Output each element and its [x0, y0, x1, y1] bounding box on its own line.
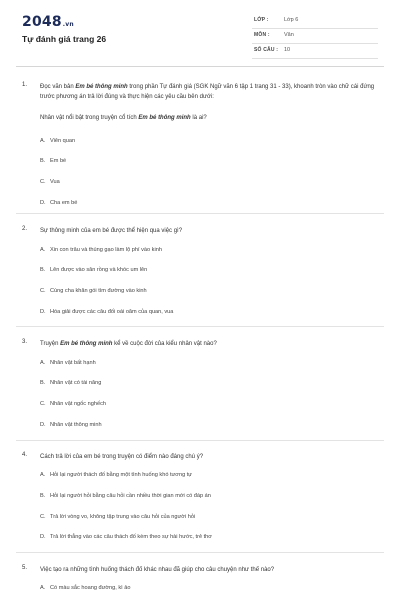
option-a[interactable]: A. Hỏi lại người thách đố bằng một tình huống khó tương tự	[40, 472, 193, 478]
question-text: Cách trả lời của em bé trong truyện có điểm nào đáng chú ý?	[40, 454, 204, 460]
option-b[interactable]: B. Hỏi lại người hỏi bằng câu hỏi cần nhiều thời gian mới có đáp án	[40, 493, 211, 499]
question-divider	[16, 440, 384, 441]
option-d[interactable]: D. Nhân vật thông minh	[40, 422, 102, 428]
question-number: 1.	[22, 82, 28, 88]
option-d[interactable]: D. Hóa giải được các câu đối oái oăm của quan, vua	[40, 309, 174, 315]
option-c[interactable]: C. Nhân vật ngốc nghếch	[40, 401, 106, 407]
question-divider	[16, 213, 384, 214]
option-a[interactable]: A. Có màu sắc hoang đường, kì ảo	[40, 585, 131, 591]
option-a[interactable]: A. Xin con trâu và thúng gạo làm lộ phí vào kinh	[40, 247, 162, 253]
option-c[interactable]: C. Vua	[40, 179, 60, 185]
question-text: Truyện Em bé thông minh kể về cuộc đời của kiểu nhân vật nào?	[40, 341, 217, 347]
option-d[interactable]: D. Cha em bé	[40, 200, 78, 206]
meta-row-subject: MÔN : Văn	[252, 29, 378, 44]
option-a[interactable]: A. Nhân vật bất hạnh	[40, 360, 96, 366]
question-prompt: Nhân vật nổi bật trong truyện cổ tích Em bé thông minh là ai?	[40, 115, 207, 121]
option-d[interactable]: D. Trả lời thẳng vào các câu thách đố kèm theo sự hài hước, trẻ thơ	[40, 534, 212, 540]
question-text: Đọc văn bản Em bé thông minh trong phần Tự đánh giá (SGK Ngữ văn 6 tập 1 trang 31 - 33), khoanh tròn vào chữ cái đứng trước phương án trả lời đúng và thực hiện các yêu cầu bên dưới:	[40, 84, 375, 100]
option-c[interactable]: C. Trả lời vòng vo, không tập trung vào câu hỏi của người hỏi	[40, 514, 196, 520]
worksheet-header	[0, 0, 400, 66]
question-text: Việc tạo ra những tình huống thách đố khác nhau đã giúp cho câu chuyện như thế nào?	[40, 567, 275, 573]
option-b[interactable]: B. Em bé	[40, 158, 67, 164]
option-a[interactable]: A. Viên quan	[40, 138, 76, 144]
meta-row-question-count: SỐ CÂU : 10	[252, 44, 378, 59]
option-b[interactable]: B. Nhân vật có tài năng	[40, 380, 102, 386]
page-title: Tự đánh giá trang 26	[22, 34, 107, 44]
question-divider	[16, 552, 384, 553]
question-text: Sự thông minh của em bé được thể hiện qua việc gì?	[40, 228, 183, 234]
question-divider	[16, 326, 384, 327]
question-number: 4.	[22, 452, 28, 458]
header-divider	[16, 66, 384, 67]
site-logo[interactable]: 2048.vn	[22, 14, 74, 30]
option-c[interactable]: C. Cùng cha khăn gói tìm đường vào kinh	[40, 288, 147, 294]
option-b[interactable]: B. Lên được vào sân rồng và khóc um lên	[40, 267, 148, 273]
question-number: 3.	[22, 339, 28, 345]
meta-row-class: LỚP : Lớp 6	[252, 14, 378, 29]
question-number: 2.	[22, 226, 28, 232]
question-number: 5.	[22, 565, 28, 571]
